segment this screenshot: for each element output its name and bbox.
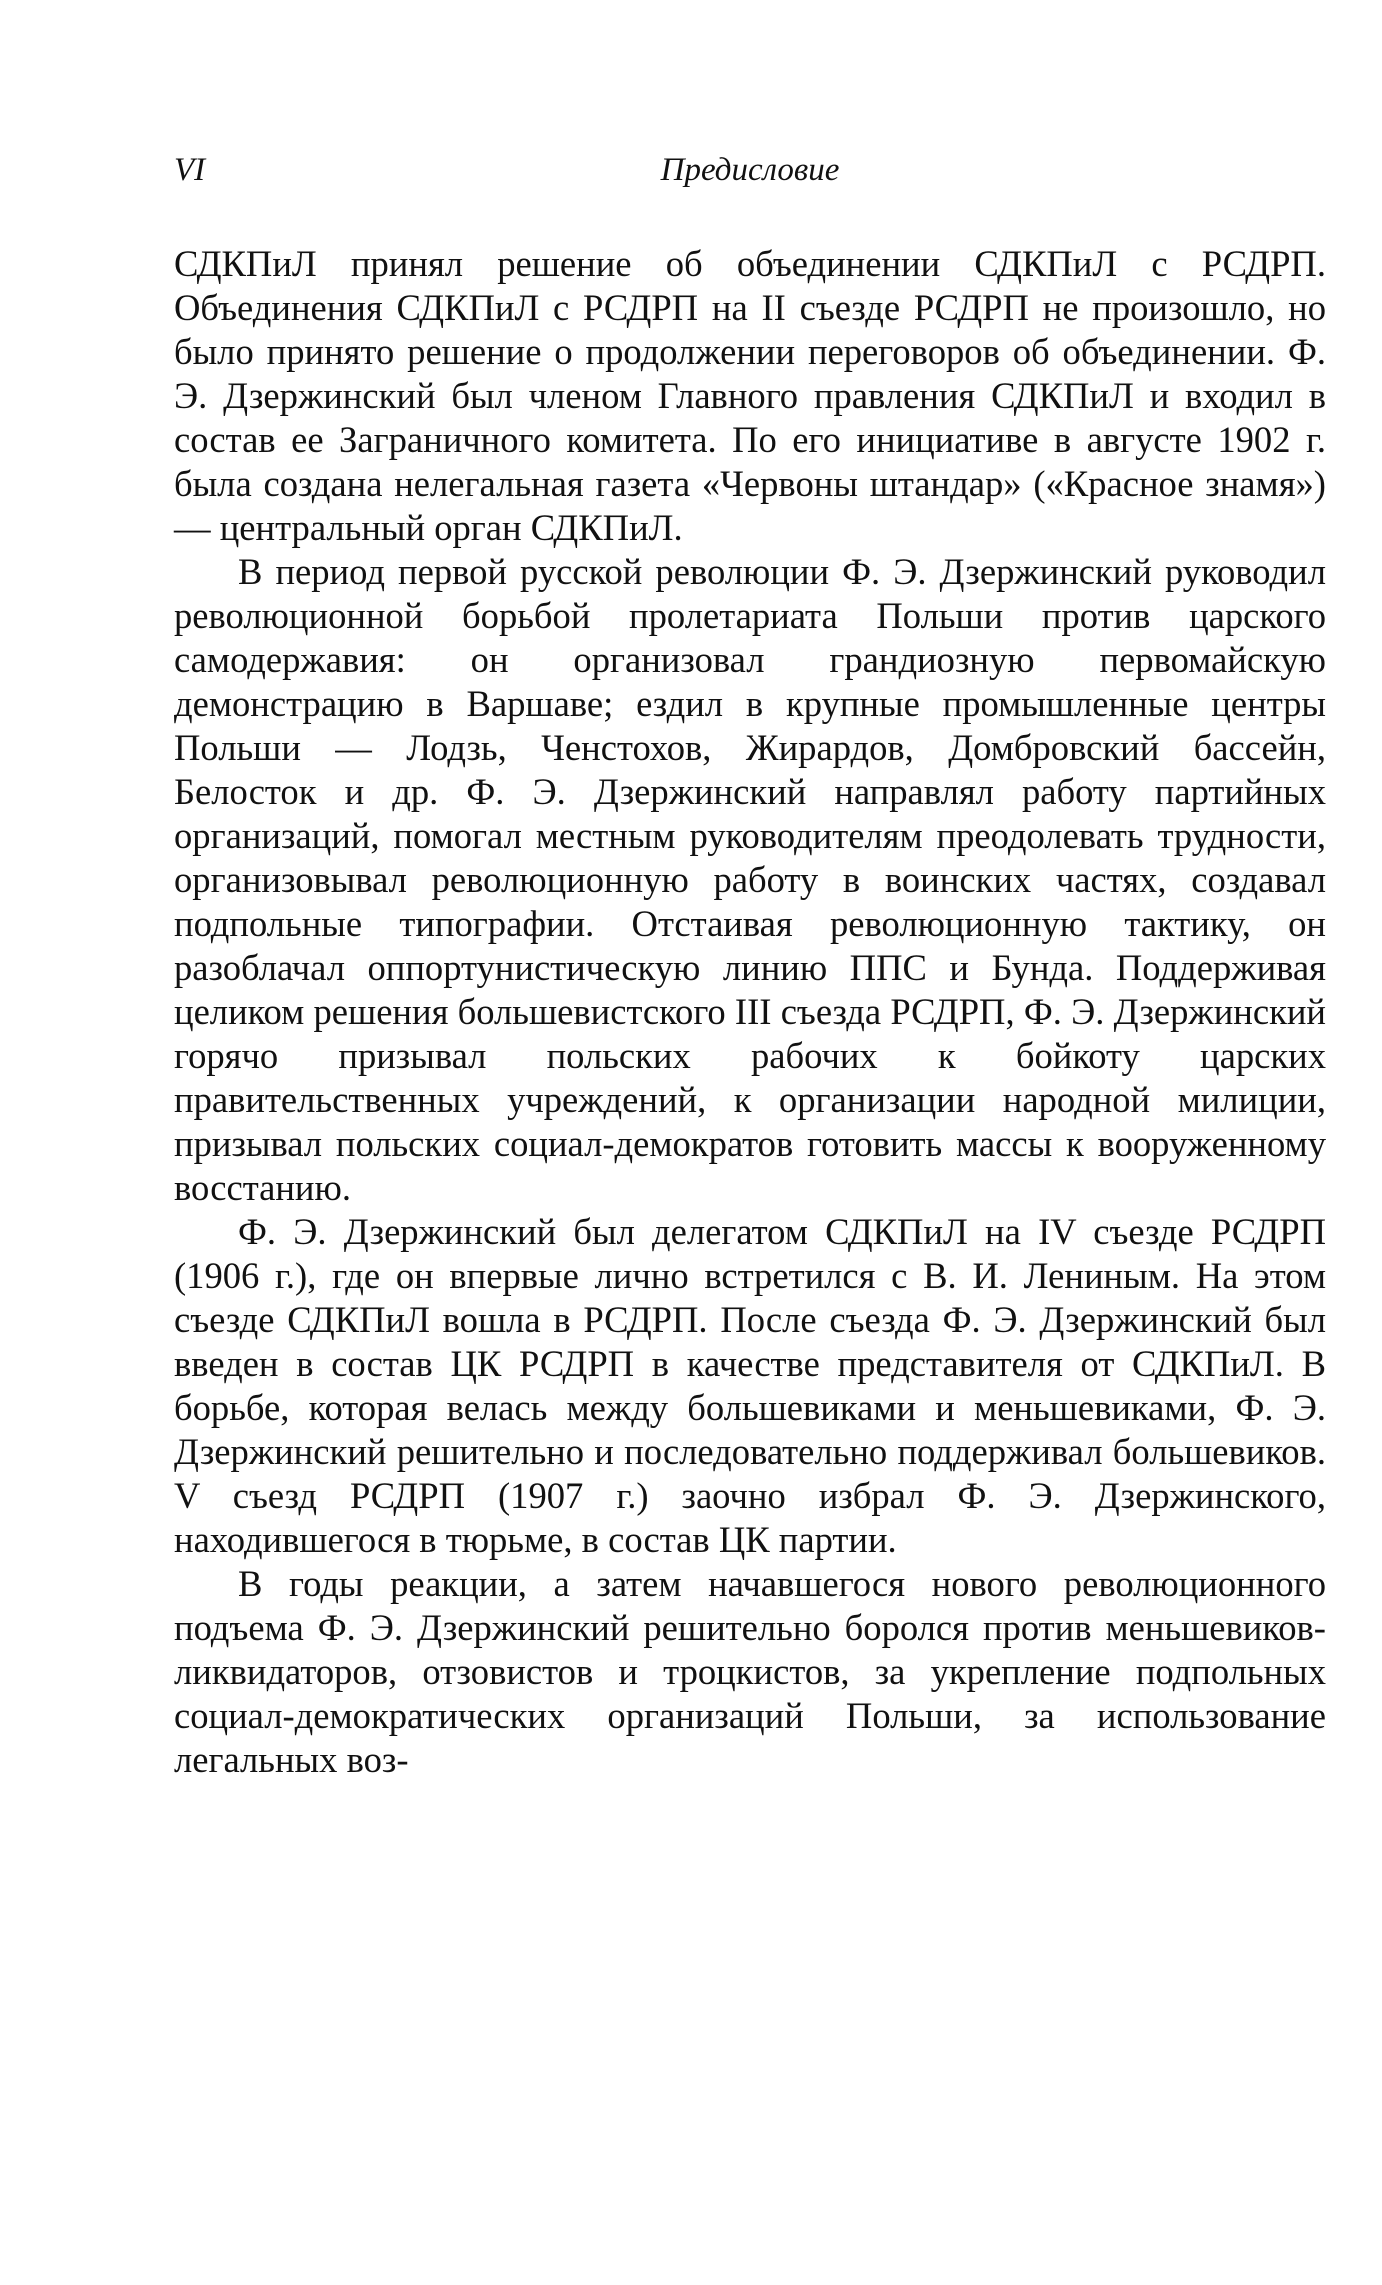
- running-title: Предисловие: [660, 152, 840, 188]
- paragraph-1: СДКПиЛ принял решение об объединении СДКПиЛ с РСДРП. Объединения СДКПиЛ с РСДРП на II съезде РСДРП не произошло, но было принято решение о продолжении переговоров об объединении. Ф. Э. Дзержинский был членом Главного правления СДКПиЛ и входил в состав ее Заграничного комитета. По его инициативе в августе 1902 г. была создана нелегальная газета «Червоны штандар» («Красное знамя») — центральный орган СДКПиЛ.: [174, 243, 1326, 548]
- paragraph-4: В годы реакции, а затем начавшегося нового революционного подъема Ф. Э. Дзержинский решительно боролся против меньшевиков-ликвидаторов, отзовистов и троцкистов, за укрепление подпольных социал-демократических организаций Польши, за использование легальных воз-: [174, 1563, 1326, 1780]
- page-number: VI: [174, 152, 206, 188]
- paragraph-2: В период первой русской революции Ф. Э. Дзержинский руководил революционной борьбой пролетариата Польши против царского самодержавия: он организовал грандиозную первомайскую демонстрацию в Варшаве; ездил в крупные промышленные центры Польши — Лодзь, Ченстохов, Жирардов, Домбровский бассейн, Белосток и др. Ф. Э. Дзержинский направлял работу партийных организаций, помогал местным руководителям преодолевать трудности, организовывал революционную работу в воинских частях, создавал подпольные типографии. Отстаивая революционную тактику, он разоблачал оппортунистическую линию ППС и Бунда. Поддерживая целиком решения большевистского III съезда РСДРП, Ф. Э. Дзержинский горячо призывал польских рабочих к бойкоту царских правительственных учреждений, к организации народной милиции, призывал польских социал-демократов готовить массы к вооруженному восстанию.: [174, 551, 1326, 1208]
- running-head: [174, 152, 1326, 196]
- paragraph-3: Ф. Э. Дзержинский был делегатом СДКПиЛ на IV съезде РСДРП (1906 г.), где он впервые лично встретился с В. И. Лениным. На этом съезде СДКПиЛ вошла в РСДРП. После съезда Ф. Э. Дзержинский был введен в состав ЦК РСДРП в качестве представителя от СДКПиЛ. В борьбе, которая велась между большевиками и меньшевиками, Ф. Э. Дзержинский решительно и последовательно поддерживал большевиков. V съезд РСДРП (1907 г.) заочно избрал Ф. Э. Дзержинского, находившегося в тюрьме, в состав ЦК партии.: [174, 1211, 1326, 1560]
- body-text: [174, 242, 1326, 1782]
